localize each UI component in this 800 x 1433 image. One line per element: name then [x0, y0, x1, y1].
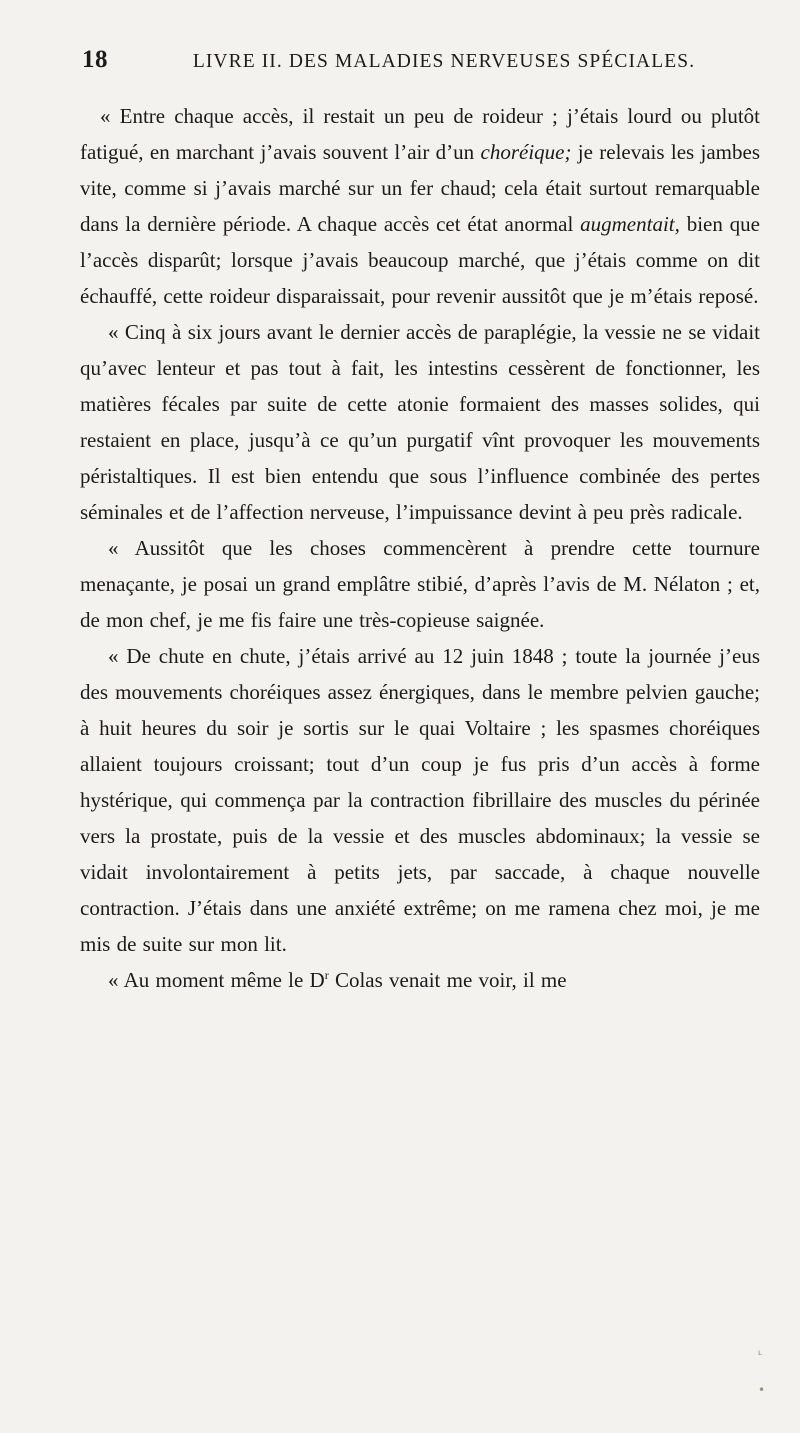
paragraph: [80, 638, 760, 962]
paragraph-text: « Entre chaque accès, il restait un peu de roideur ; j’étais lourd ou plutôt fatigué, en marchant j’avais souvent l’air d’un: [80, 104, 760, 164]
margin-mark: ᴸ: [758, 1348, 763, 1362]
paragraph-text: je relevais les jambes vite, comme si j’avais marché sur un fer chaud; cela était surtout remarquable dans la dernière période. A chaque accès cet état anormal: [80, 140, 760, 236]
paragraph-text: Colas venait me voir, il me: [328, 968, 567, 992]
paragraph: [80, 314, 760, 530]
superscript-text: r: [324, 968, 329, 982]
body-text: [80, 98, 760, 998]
paragraph-text: « Au moment même le D: [108, 968, 325, 992]
paragraph: [80, 530, 760, 638]
running-title: LIVRE II. DES MALADIES NERVEUSES SPÉCIALES.: [192, 51, 696, 72]
paragraph-text: bien que l’accès disparût; lorsque j’avais beaucoup marché, que j’étais comme on dit échauffé, cette roideur disparaissait, pour revenir aussitôt que je m’étais reposé.: [80, 212, 760, 308]
paragraph: [80, 98, 760, 314]
paragraph-text: « De chute en chute, j’étais arrivé au 12 juin 1848 ; toute la journée j’eus des mouvements choréiques assez énergiques, dans le membre pelvien gauche; à huit heures du soir je sortis sur le quai Voltaire ; les spasmes choréiques allaient toujours croissant; tout d’un coup je fus pris d’un accès à forme hystérique, qui commença par la contraction fibrillaire des muscles du périnée vers la prostate, puis de la vessie et des muscles abdominaux; la vessie se vidait involontairement à petits jets, par saccade, à chaque nouvelle contraction. J’étais dans une anxiété extrême; on me ramena chez moi, je me mis de suite sur mon lit.: [80, 644, 760, 956]
paragraph-text: « Cinq à six jours avant le dernier accès de paraplégie, la vessie ne se vidait qu’avec lenteur et pas tout à fait, les intestins cessèrent de fonctionner, les matières fécales par suite de cette atonie formaient des masses solides, qui restaient en place, jusqu’à ce qu’un purgatif vînt provoquer les mouvements péristaltiques. Il est bien entendu que sous l’influence combinée des pertes séminales et de l’affection nerveuse, l’impuissance devint à peu près radicale.: [80, 320, 760, 524]
italic-text: choréique;: [480, 140, 572, 164]
margin-dot: •: [758, 1383, 766, 1397]
italic-text: augmentait,: [580, 212, 680, 236]
paragraph-text: « Aussitôt que les choses commencèrent à prendre cette tournure menaçante, je posai un grand emplâtre stibié, d’après l’avis de M. Nélaton ; et, de mon chef, je me fis faire une très-copieuse saignée.: [80, 536, 760, 632]
page-number: 18: [82, 46, 108, 73]
paragraph: [80, 962, 760, 998]
running-head: [80, 46, 760, 86]
